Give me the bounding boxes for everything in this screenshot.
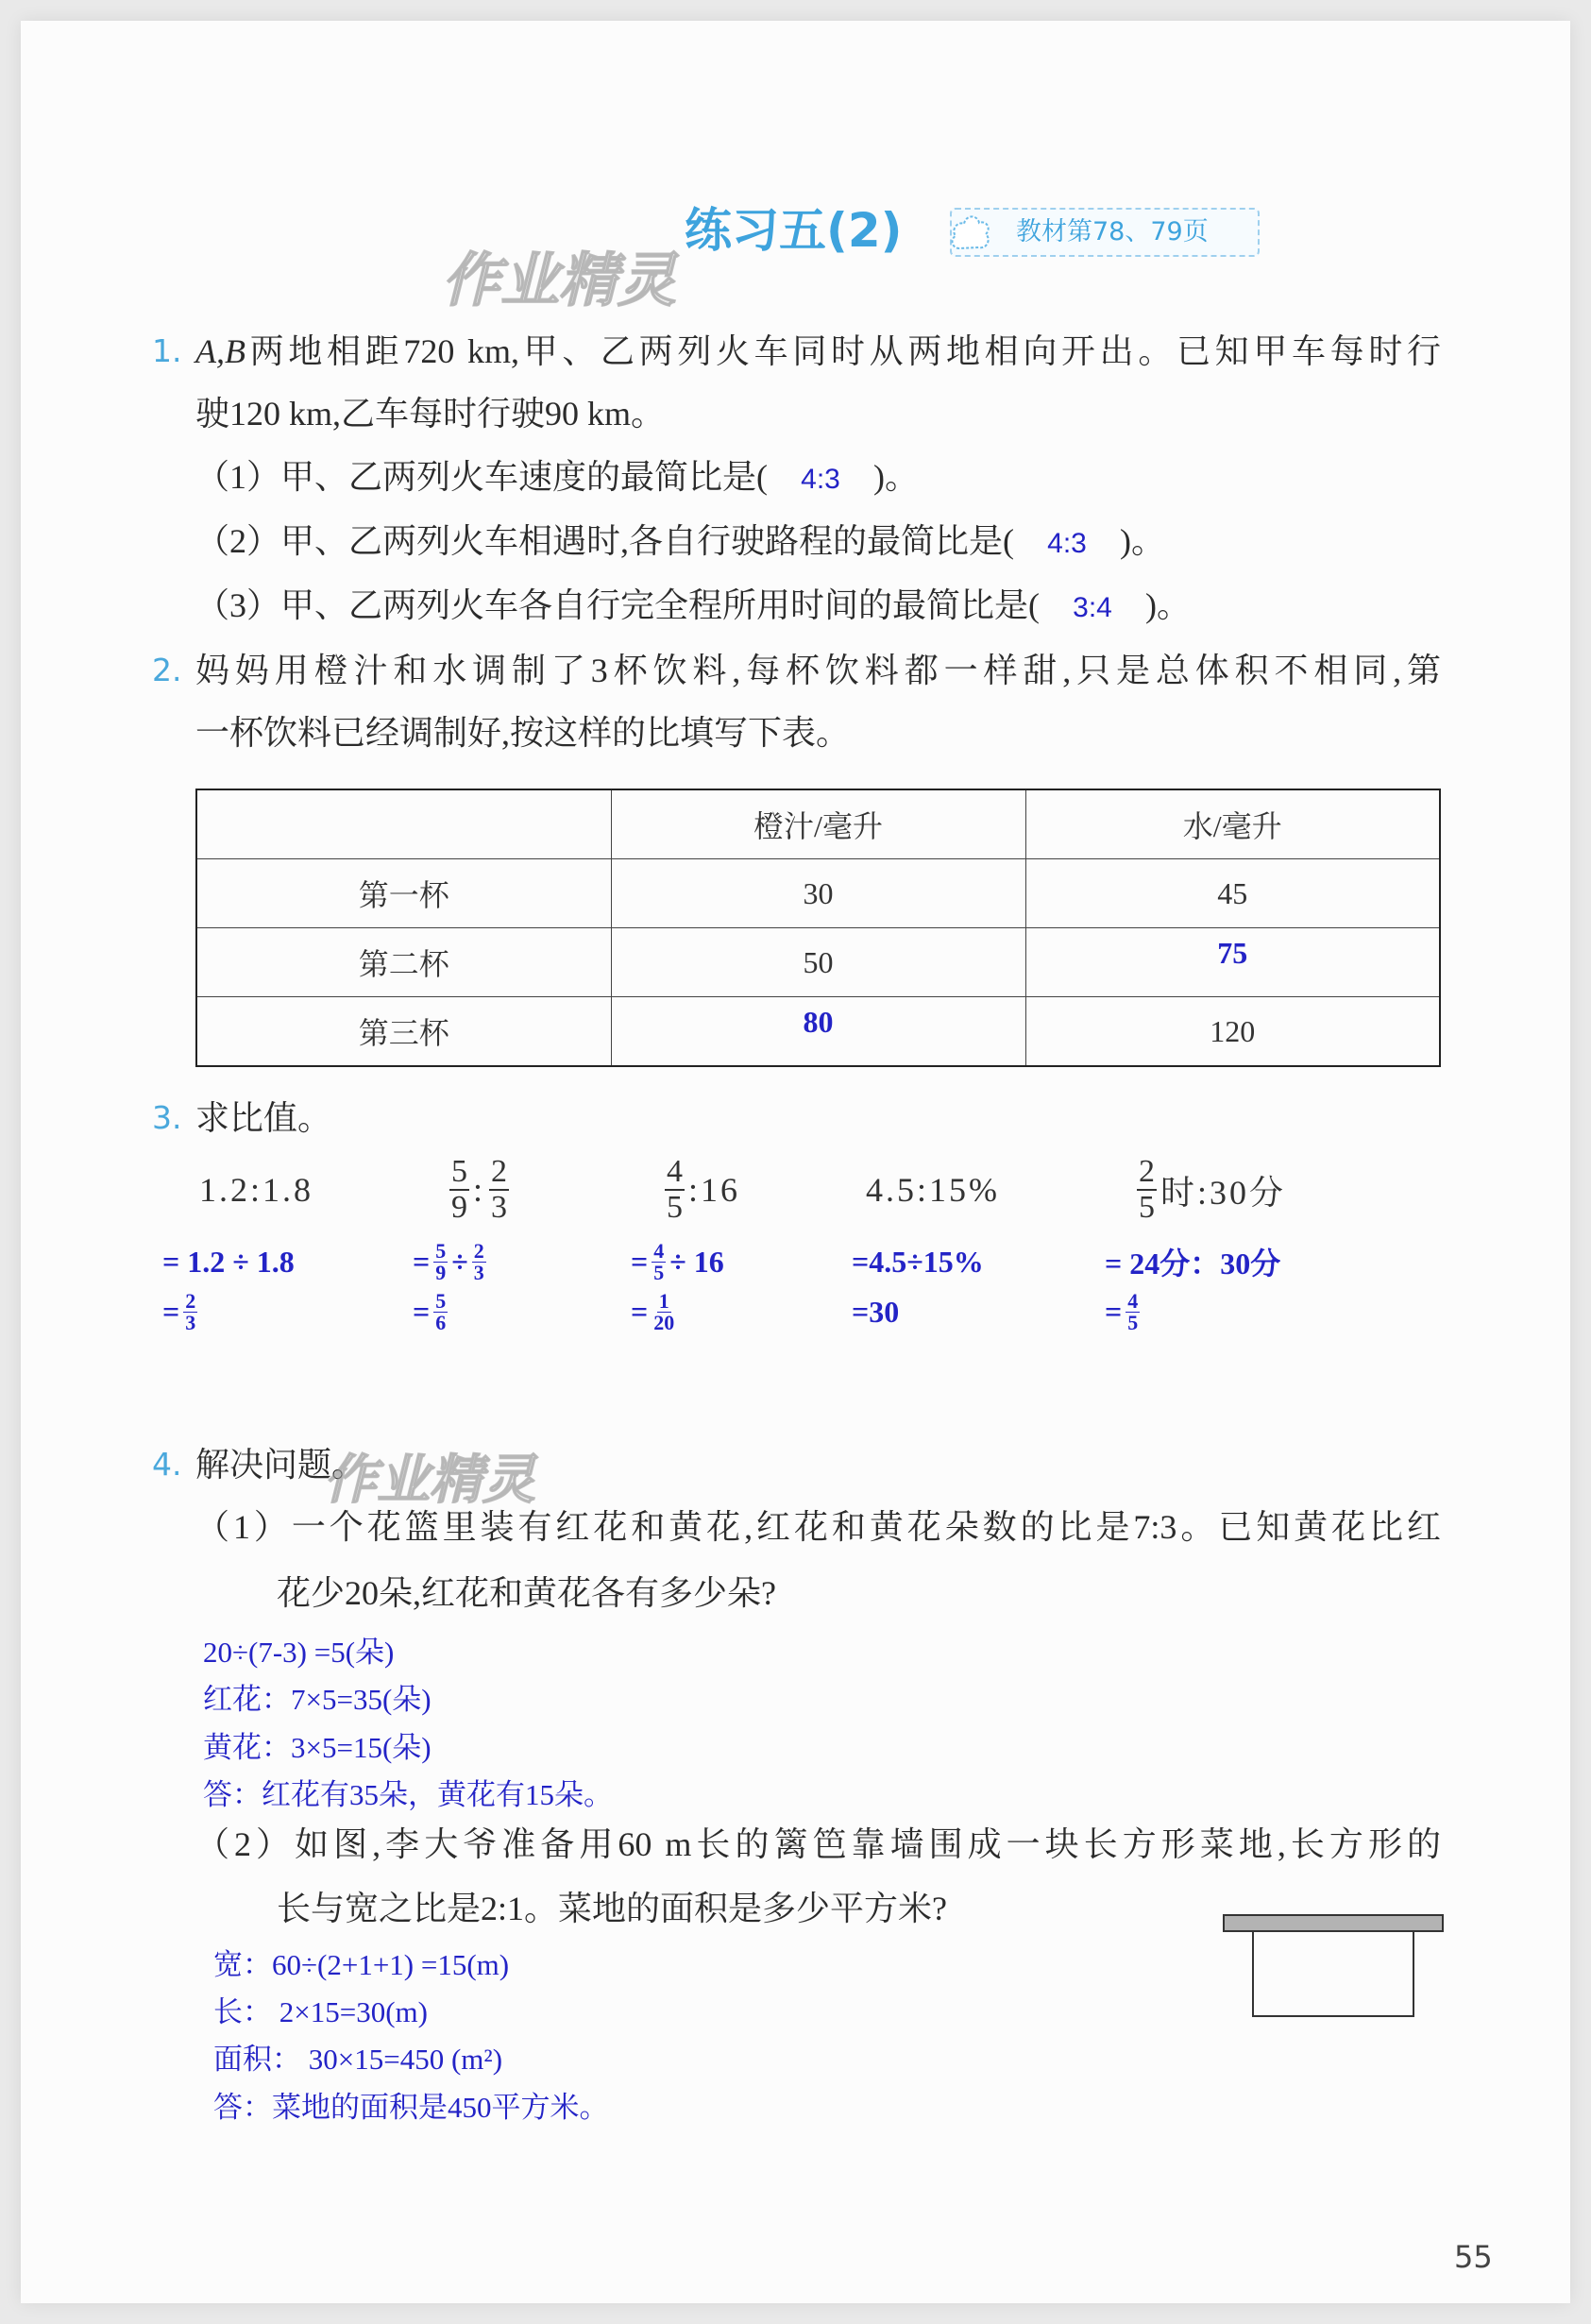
numerator: 4 [653, 1238, 665, 1263]
ratio-step2-3 [631, 1285, 680, 1338]
fraction [652, 1288, 676, 1334]
part-close: )。 [873, 458, 920, 496]
table-header-cell: 水/毫升 [1025, 789, 1440, 859]
equals-sign: = [413, 1294, 431, 1329]
ratio-step2-1 [162, 1285, 201, 1338]
part-label: （3） [195, 586, 281, 624]
equals-sign: = [1105, 1294, 1123, 1329]
table-row [196, 859, 1440, 928]
divide-sign: ÷ [451, 1244, 468, 1279]
table-header-cell [196, 789, 611, 859]
watermark: 作业精灵 [324, 1450, 535, 1511]
part-label: （1） [195, 1508, 292, 1546]
question-number-1: 1. [152, 332, 182, 369]
ratio-step1-3 [631, 1238, 724, 1285]
part-label: （1） [195, 458, 281, 496]
juice-cell [611, 997, 1025, 1067]
fraction [433, 1288, 448, 1334]
filled-answer: 75 [1217, 935, 1248, 970]
part-close: )。 [1120, 522, 1166, 560]
badge-text: 教材第78、79页 [1016, 217, 1209, 246]
denominator: 6 [435, 1310, 447, 1334]
numerator: 5 [451, 1154, 467, 1189]
q4-title: 解决问题。 [195, 1446, 366, 1484]
page-number: 55 [1454, 2239, 1493, 2275]
ratio-step1-5: = 24分：30分 [1105, 1247, 1281, 1281]
denominator: 9 [435, 1260, 447, 1284]
ratio-step2-5 [1105, 1285, 1143, 1338]
watermark: 作业精灵 [442, 246, 677, 314]
table-header-row [196, 789, 1440, 859]
denominator: 9 [451, 1190, 467, 1225]
part-text: 甲、乙两列火车速度的最简比是( [280, 458, 769, 496]
part-text: 一个花篮里装有红花和黄花,红花和黄花朵数的比是7:3。已知黄花比红 [291, 1508, 1441, 1546]
fraction [472, 1238, 486, 1284]
answer-line: 20÷(7-3) =5(朵) [203, 1636, 395, 1669]
fraction [665, 1155, 685, 1225]
part-close: )。 [1145, 586, 1192, 624]
numerator: 4 [667, 1154, 683, 1189]
question-number-2: 2. [152, 652, 182, 688]
q4-p1-line-1 [195, 1501, 1441, 1553]
denominator: 20 [653, 1310, 675, 1334]
equals-sign: = [631, 1244, 649, 1279]
answer-line: 长： 2×15=30(m) [213, 1995, 428, 2028]
equals-sign: = [631, 1294, 649, 1329]
q1-part-3 [195, 579, 1191, 632]
ratio-colon: : [473, 1171, 486, 1209]
table-row [196, 997, 1440, 1067]
expression-rest: 时:30分 [1160, 1173, 1287, 1212]
numerator: 2 [491, 1154, 508, 1189]
ratio-expression-1: 1.2:1.8 [199, 1171, 314, 1209]
answer-line: 面积： 30×15=450 (m²) [213, 2043, 503, 2076]
ratio-step1-2 [413, 1238, 490, 1285]
answer-blank: 3:4 [1073, 592, 1112, 623]
ratio-expression-5 [1133, 1152, 1286, 1228]
part-text: 甲、乙两列火车各自行完全程所用时间的最简比是( [280, 586, 1041, 624]
answer-line: 宽：60÷(2+1+1) =15(m) [213, 1948, 510, 1981]
ratio-expression-2 [446, 1152, 513, 1228]
q4-p1-line-2: 花少20朵,红花和黄花各有多少朵? [277, 1574, 776, 1612]
water-cell [1025, 928, 1440, 997]
fraction [652, 1238, 666, 1284]
question-number-3: 3. [152, 1099, 182, 1136]
juice-cell: 30 [611, 859, 1025, 928]
numerator: 4 [1127, 1288, 1139, 1313]
q1-line-1 [195, 325, 1441, 378]
fraction [1126, 1288, 1140, 1334]
ratio-step2-4: =30 [852, 1294, 900, 1329]
ratio-step1-1: = 1.2 ÷ 1.8 [162, 1244, 295, 1279]
row-label: 第三杯 [196, 997, 611, 1067]
water-cell: 120 [1025, 997, 1440, 1067]
q2-line-1: 妈妈用橙汁和水调制了3杯饮料,每杯饮料都一样甜,只是总体积不相同,第 [195, 652, 1441, 689]
expression-rest: :16 [688, 1171, 741, 1209]
numerator: 2 [185, 1288, 196, 1313]
fraction [183, 1288, 197, 1334]
answer-blank: 4:3 [1047, 528, 1087, 559]
row-label: 第一杯 [196, 859, 611, 928]
row-label: 第二杯 [196, 928, 611, 997]
page-title: 练习五(2) [685, 203, 903, 258]
textbook-reference-badge [950, 208, 1260, 257]
table-row [196, 928, 1440, 997]
denominator: 3 [473, 1260, 484, 1284]
fraction [489, 1155, 509, 1225]
question-number-4: 4. [152, 1446, 182, 1483]
equals-sign: = [413, 1244, 431, 1279]
numerator: 5 [435, 1288, 447, 1313]
q1-line-1-text: 两地相距720 km,甲、乙两列火车同时从两地相向开出。已知甲车每时行 [245, 332, 1441, 370]
answer-line: 答：红花有35朵，黄花有15朵。 [203, 1778, 613, 1811]
fraction [449, 1155, 469, 1225]
q1-line-2: 驶120 km,乙车每时行驶90 km。 [195, 395, 666, 433]
juice-cell: 50 [611, 928, 1025, 997]
q2-line-2: 一杯饮料已经调制好,按这样的比填写下表。 [195, 714, 851, 752]
q3-title: 求比值。 [195, 1099, 332, 1137]
ratio-expression-4: 4.5:15% [866, 1171, 1000, 1209]
numerator: 2 [1139, 1154, 1155, 1189]
denominator: 3 [185, 1310, 196, 1334]
table-header-cell: 橙汁/毫升 [611, 789, 1025, 859]
denominator: 5 [1127, 1310, 1139, 1334]
q1-part-1 [195, 450, 919, 503]
ratio-step2-2 [413, 1285, 451, 1338]
q1-part-2 [195, 515, 1165, 568]
juice-water-table [195, 789, 1441, 1067]
q1-points: A,B [195, 332, 245, 370]
numerator: 5 [435, 1238, 447, 1263]
numerator: 1 [658, 1288, 669, 1313]
part-text: 如图,李大爷准备用60 m长的篱笆靠墙围成一块长方形菜地,长方形的 [295, 1825, 1441, 1863]
part-text: 甲、乙两列火车相遇时,各自行驶路程的最简比是( [280, 522, 1015, 560]
denominator: 3 [491, 1190, 508, 1225]
fraction [433, 1238, 448, 1284]
q4-p2-line-2: 长与宽之比是2:1。菜地的面积是多少平方米? [277, 1890, 947, 1927]
fraction [1137, 1155, 1157, 1225]
answer-blank: 4:3 [801, 464, 840, 495]
step-rest: ÷ 16 [669, 1244, 724, 1279]
part-label: （2） [195, 1825, 296, 1863]
q4-p2-line-1 [195, 1818, 1441, 1871]
answer-line: 答：菜地的面积是450平方米。 [213, 2091, 609, 2124]
denominator: 5 [653, 1260, 665, 1284]
numerator: 2 [473, 1238, 484, 1263]
part-label: （2） [195, 522, 281, 560]
cloud-icon [948, 210, 991, 255]
denominator: 5 [1139, 1190, 1155, 1225]
ratio-expression-3 [661, 1152, 740, 1228]
water-cell: 45 [1025, 859, 1440, 928]
answer-line: 黄花：3×5=15(朵) [203, 1731, 432, 1764]
filled-answer: 80 [803, 1004, 834, 1039]
fence-rectangle [1252, 1930, 1414, 2017]
ratio-step1-4: =4.5÷15% [852, 1244, 984, 1279]
answer-line: 红花：7×5=35(朵) [203, 1683, 432, 1716]
denominator: 5 [667, 1190, 683, 1225]
equals-sign: = [162, 1294, 180, 1329]
